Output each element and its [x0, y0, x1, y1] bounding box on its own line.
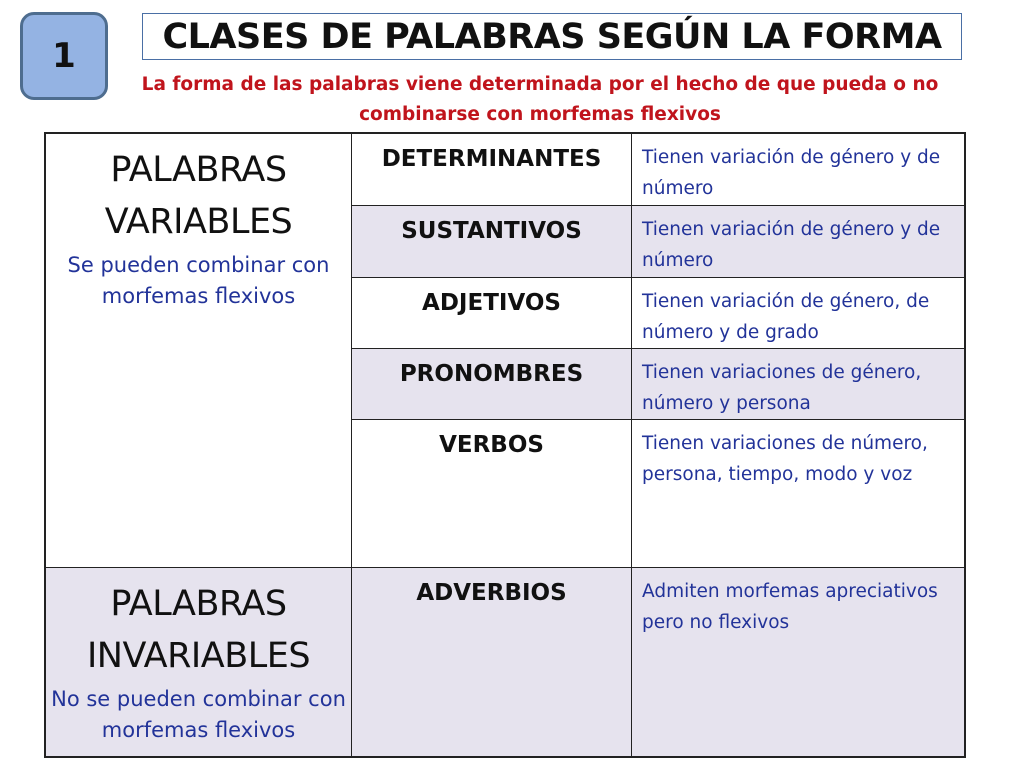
group-variables — [46, 134, 352, 568]
description-cell: Admiten morfemas apreciativos pero no flexivos — [632, 568, 964, 756]
group-description: No se pueden combinar con morfemas flexivos — [51, 687, 346, 742]
group-title — [46, 144, 351, 248]
category-cell: VERBOS — [352, 420, 632, 568]
description-cell: Tienen variación de género y de número — [632, 206, 964, 278]
description-cell: Tienen variaciones de género, número y persona — [632, 349, 964, 420]
description-cell: Tienen variación de género y de número — [632, 134, 964, 206]
category-cell: SUSTANTIVOS — [352, 206, 632, 278]
category-cell: DETERMINANTES — [352, 134, 632, 206]
title-box — [142, 13, 962, 60]
slide-number: 1 — [52, 36, 76, 76]
description-cell: Tienen variaciones de número, persona, tiempo, modo y voz — [632, 420, 964, 568]
group-invariables — [46, 568, 352, 756]
group-title-line2: INVARIABLES — [86, 636, 311, 676]
group-description: Se pueden combinar con morfemas flexivos — [67, 253, 330, 308]
group-title — [46, 578, 351, 682]
word-classes-table — [44, 132, 966, 758]
subtitle: La forma de las palabras viene determinada por el hecho de que pueda o no combinarse con morfemas flexivos — [141, 74, 939, 125]
group-title-line2: VARIABLES — [104, 202, 293, 242]
category-cell: ADVERBIOS — [352, 568, 632, 756]
category-cell: PRONOMBRES — [352, 349, 632, 420]
page-title: CLASES DE PALABRAS SEGÚN LA FORMA — [162, 16, 942, 57]
category-cell: ADJETIVOS — [352, 278, 632, 349]
slide-number-badge — [20, 12, 108, 100]
group-title-line1: PALABRAS — [110, 150, 287, 190]
group-title-line1: PALABRAS — [110, 584, 287, 624]
description-cell: Tienen variación de género, de número y de grado — [632, 278, 964, 349]
